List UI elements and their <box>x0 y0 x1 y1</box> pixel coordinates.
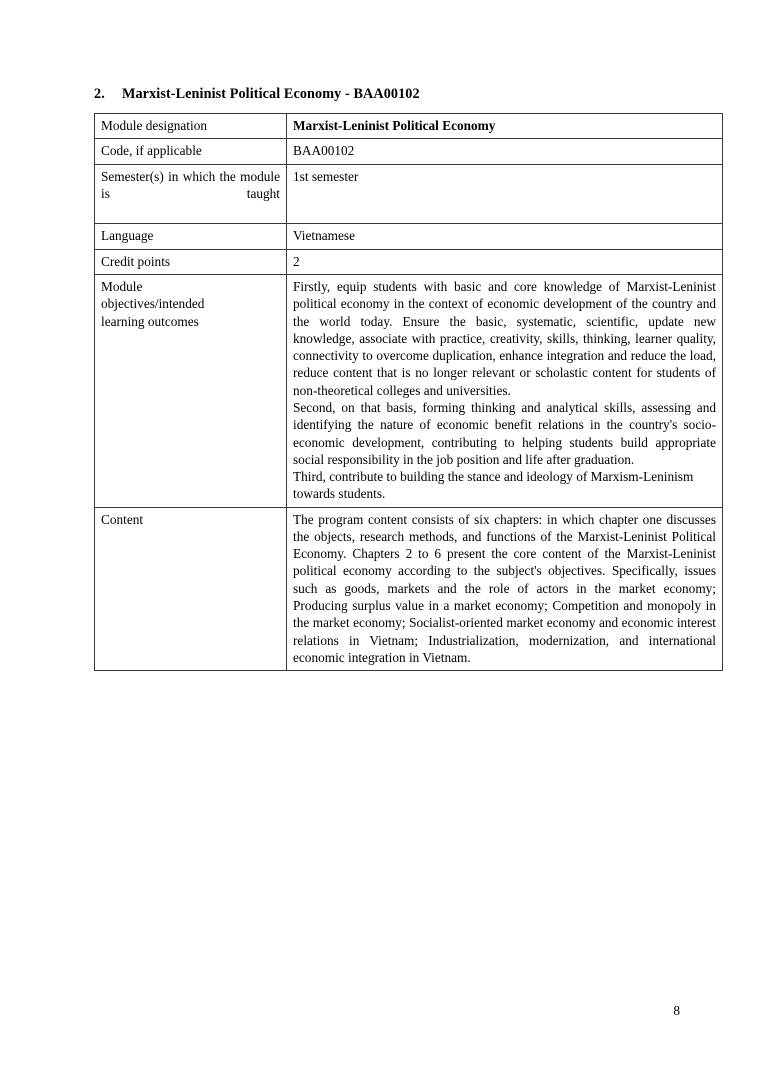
objectives-label-line-3: learning outcomes <box>101 313 199 329</box>
row-value-module-objectives <box>287 274 723 507</box>
row-label-code: Code, if applicable <box>95 139 287 164</box>
row-value-language: Vietnamese <box>287 224 723 249</box>
row-label-module-objectives <box>95 274 287 507</box>
objectives-label-line-2: objectives/intended <box>101 296 205 312</box>
module-description-table <box>94 113 723 671</box>
row-value-credit-points: 2 <box>287 249 723 274</box>
table-row <box>95 224 723 249</box>
row-label-credit-points: Credit points <box>95 249 287 274</box>
table-row <box>95 139 723 164</box>
objectives-paragraph-3: Third, contribute to building the stance and ideology of Marxism-Leninism towards students. <box>293 469 694 502</box>
table-row <box>95 114 723 139</box>
row-value-semester: 1st semester <box>287 164 723 224</box>
table-row <box>95 249 723 274</box>
row-value-content <box>287 507 723 671</box>
section-heading <box>94 86 696 103</box>
semester-label-text: Semester(s) in which the module is taught <box>101 168 280 201</box>
objectives-paragraph-1: Firstly, equip students with basic and core knowledge of Marxist-Leninist political economy in the context of economic development of the country and the world today. Ensure the basic, systematic, scientific, update new knowledge, associate with practice, creativity, skills, thinking, learner quality, connectivity to overcome duplication, enhance integration and reduce the load, reduce content that is no longer relevant or scholastic content for students of non-theoretical colleges and universities. <box>293 278 716 398</box>
row-label-language: Language <box>95 224 287 249</box>
section-number: 2. <box>94 86 105 102</box>
objectives-paragraph-2: Second, on that basis, forming thinking and analytical skills, assessing and identifying the nature of economic benefit relations in the country's socio-economic development, contributing to helping students build appropriate social responsibility in the job position and life after graduation. <box>293 399 716 467</box>
objectives-label-line-1: Module <box>101 278 143 294</box>
row-label-content: Content <box>95 507 287 671</box>
table-row <box>95 164 723 224</box>
section-title: Marxist-Leninist Political Economy - BAA00102 <box>122 86 420 102</box>
row-label-module-designation: Module designation <box>95 114 287 139</box>
module-designation-text: Marxist-Leninist Political Economy <box>293 118 496 133</box>
table-row <box>95 507 723 671</box>
content-paragraph-1: The program content consists of six chapters: in which chapter one discusses the objects, research methods, and functions of the Marxist-Leninist Political Economy. Chapters 2 to 6 present the core content of the Marxist-Leninist political economy according to the subject's objectives. Specifically, issues such as goods, markets and the role of actors in the market economy; Producing surplus value in a market economy; Competition and monopoly in the market economy; Socialist-oriented market economy and economic interest relations in Vietnam; Industrialization, modernization, and international economic integration in Vietnam. <box>293 511 716 665</box>
row-value-module-designation <box>287 114 723 139</box>
row-value-code: BAA00102 <box>287 139 723 164</box>
row-label-semester <box>95 164 287 224</box>
table-row <box>95 274 723 507</box>
page-number: 8 <box>673 1003 680 1018</box>
